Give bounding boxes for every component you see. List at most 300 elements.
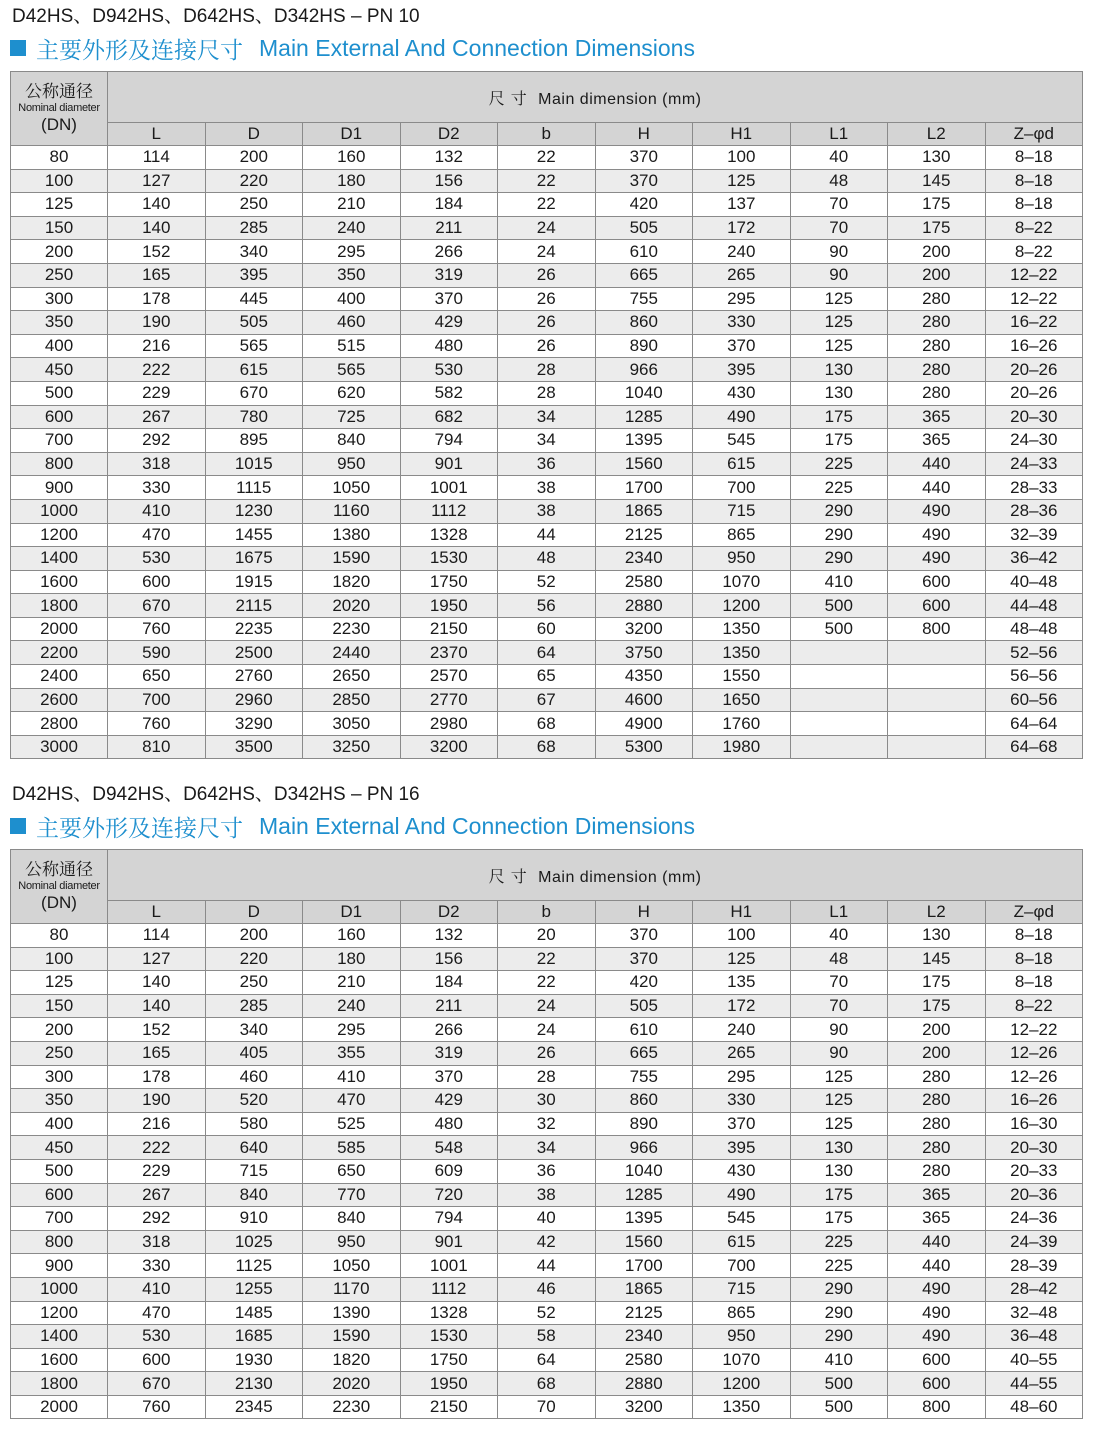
table-row bbox=[11, 287, 1083, 311]
table-cell: 700 bbox=[693, 1254, 791, 1278]
table-cell: 910 bbox=[205, 1207, 303, 1231]
table-cell: 440 bbox=[888, 1230, 986, 1254]
table-cell: 890 bbox=[595, 1112, 693, 1136]
table-cell: 2130 bbox=[205, 1372, 303, 1396]
table-cell: 8–18 bbox=[985, 947, 1083, 971]
table-cell: 48 bbox=[790, 947, 888, 971]
column-header: D2 bbox=[400, 901, 498, 924]
table-cell: 1750 bbox=[400, 1348, 498, 1372]
table-cell: 68 bbox=[498, 712, 596, 736]
table-cell: 1865 bbox=[595, 1277, 693, 1301]
table-row bbox=[11, 1183, 1083, 1207]
table-cell: 490 bbox=[888, 523, 986, 547]
dn-cell: 200 bbox=[11, 1018, 108, 1042]
table-cell: 152 bbox=[108, 1018, 206, 1042]
table-cell: 950 bbox=[693, 1325, 791, 1349]
table-cell: 1390 bbox=[303, 1301, 401, 1325]
table-cell: 125 bbox=[790, 311, 888, 335]
table-cell: 190 bbox=[108, 311, 206, 335]
heading-chinese: 主要外形及连接尺寸 bbox=[36, 815, 243, 842]
table-cell: 290 bbox=[790, 523, 888, 547]
table-cell: 1285 bbox=[595, 1183, 693, 1207]
table-cell: 12–22 bbox=[985, 263, 1083, 287]
dn-cell: 1600 bbox=[11, 570, 108, 594]
table-cell: 125 bbox=[790, 1112, 888, 1136]
table-cell: 12–22 bbox=[985, 287, 1083, 311]
table-row bbox=[11, 641, 1083, 665]
table-cell: 280 bbox=[888, 1159, 986, 1183]
table-row bbox=[11, 1159, 1083, 1183]
table-cell: 319 bbox=[400, 1041, 498, 1065]
table-row bbox=[11, 712, 1083, 736]
table-cell: 240 bbox=[303, 994, 401, 1018]
table-cell: 52 bbox=[498, 570, 596, 594]
table-cell: 52 bbox=[498, 1301, 596, 1325]
table-cell: 1380 bbox=[303, 523, 401, 547]
table-cell: 800 bbox=[888, 1395, 986, 1419]
table-cell: 125 bbox=[693, 169, 791, 193]
table-cell: 865 bbox=[693, 523, 791, 547]
table-cell: 2370 bbox=[400, 641, 498, 665]
table-cell: 26 bbox=[498, 1041, 596, 1065]
table-row bbox=[11, 1089, 1083, 1113]
table-cell: 400 bbox=[303, 287, 401, 311]
section-heading bbox=[10, 808, 1082, 844]
table-row bbox=[11, 1395, 1083, 1419]
table-cell: 24 bbox=[498, 240, 596, 264]
table-cell: 1001 bbox=[400, 1254, 498, 1278]
table-cell: 650 bbox=[108, 665, 206, 689]
table-row bbox=[11, 688, 1083, 712]
table-cell: 440 bbox=[888, 452, 986, 476]
dn-cell: 2800 bbox=[11, 712, 108, 736]
table-cell: 966 bbox=[595, 1136, 693, 1160]
table-cell: 178 bbox=[108, 287, 206, 311]
table-cell bbox=[888, 641, 986, 665]
column-header: D1 bbox=[303, 901, 401, 924]
dn-cell: 2400 bbox=[11, 665, 108, 689]
table-cell: 720 bbox=[400, 1183, 498, 1207]
table-cell: 650 bbox=[303, 1159, 401, 1183]
table-cell: 28 bbox=[498, 1065, 596, 1089]
table-cell: 760 bbox=[108, 1395, 206, 1419]
table-row bbox=[11, 1136, 1083, 1160]
table-cell: 2125 bbox=[595, 523, 693, 547]
table-cell: 2340 bbox=[595, 547, 693, 571]
table-cell: 68 bbox=[498, 735, 596, 759]
column-header: H1 bbox=[693, 123, 791, 146]
table-cell: 292 bbox=[108, 1207, 206, 1231]
table-cell: 24–33 bbox=[985, 452, 1083, 476]
table-cell: 370 bbox=[400, 1065, 498, 1089]
table-cell: 48–60 bbox=[985, 1395, 1083, 1419]
column-header: L2 bbox=[888, 123, 986, 146]
table-cell: 470 bbox=[303, 1089, 401, 1113]
table-cell: 1115 bbox=[205, 476, 303, 500]
table-cell: 160 bbox=[303, 924, 401, 948]
table-cell: 2020 bbox=[303, 1372, 401, 1396]
table-cell: 1112 bbox=[400, 499, 498, 523]
dn-cell: 250 bbox=[11, 263, 108, 287]
table-cell: 250 bbox=[205, 193, 303, 217]
table-cell: 4900 bbox=[595, 712, 693, 736]
table-cell: 127 bbox=[108, 947, 206, 971]
table-cell: 20–30 bbox=[985, 1136, 1083, 1160]
table-cell: 355 bbox=[303, 1041, 401, 1065]
table-cell: 130 bbox=[790, 1136, 888, 1160]
column-header: L1 bbox=[790, 123, 888, 146]
table-cell: 34 bbox=[498, 405, 596, 429]
dn-cell: 800 bbox=[11, 1230, 108, 1254]
table-row bbox=[11, 216, 1083, 240]
table-cell: 1255 bbox=[205, 1277, 303, 1301]
table-cell: 220 bbox=[205, 169, 303, 193]
table-cell: 20–26 bbox=[985, 381, 1083, 405]
table-cell: 1170 bbox=[303, 1277, 401, 1301]
table-cell: 125 bbox=[693, 947, 791, 971]
table-cell: 175 bbox=[790, 429, 888, 453]
table-cell: 1750 bbox=[400, 570, 498, 594]
dn-cell: 125 bbox=[11, 971, 108, 995]
table-cell bbox=[790, 665, 888, 689]
table-cell: 40–48 bbox=[985, 570, 1083, 594]
heading-english: Main External And Connection Dimensions bbox=[259, 34, 695, 61]
dimension-table bbox=[10, 849, 1083, 1419]
table-cell: 682 bbox=[400, 405, 498, 429]
table-cell: 60–56 bbox=[985, 688, 1083, 712]
table-cell: 370 bbox=[595, 146, 693, 170]
dn-cell: 150 bbox=[11, 216, 108, 240]
dn-cell: 2000 bbox=[11, 1395, 108, 1419]
table-cell: 22 bbox=[498, 947, 596, 971]
table-cell bbox=[790, 712, 888, 736]
table-cell: 24 bbox=[498, 994, 596, 1018]
table-cell: 1915 bbox=[205, 570, 303, 594]
table-cell: 1328 bbox=[400, 523, 498, 547]
table-cell: 68 bbox=[498, 1372, 596, 1396]
table-cell: 330 bbox=[108, 1254, 206, 1278]
dn-cell: 2600 bbox=[11, 688, 108, 712]
table-cell: 135 bbox=[693, 971, 791, 995]
table-cell: 370 bbox=[693, 1112, 791, 1136]
table-cell: 365 bbox=[888, 1183, 986, 1207]
column-header: L2 bbox=[888, 901, 986, 924]
table-cell: 670 bbox=[108, 1372, 206, 1396]
table-cell: 490 bbox=[888, 547, 986, 571]
table-cell: 585 bbox=[303, 1136, 401, 1160]
table-cell: 370 bbox=[400, 287, 498, 311]
table-cell: 1040 bbox=[595, 381, 693, 405]
table-cell bbox=[790, 735, 888, 759]
table-cell: 132 bbox=[400, 146, 498, 170]
column-header: D1 bbox=[303, 123, 401, 146]
table-cell: 810 bbox=[108, 735, 206, 759]
table-cell: 46 bbox=[498, 1277, 596, 1301]
table-cell: 180 bbox=[303, 169, 401, 193]
table-cell: 410 bbox=[108, 1277, 206, 1301]
table-cell: 295 bbox=[693, 287, 791, 311]
table-cell: 26 bbox=[498, 334, 596, 358]
table-cell: 480 bbox=[400, 334, 498, 358]
table-cell: 365 bbox=[888, 405, 986, 429]
table-body bbox=[11, 924, 1083, 1419]
table-cell: 4600 bbox=[595, 688, 693, 712]
table-cell: 40 bbox=[790, 924, 888, 948]
table-cell: 1590 bbox=[303, 1325, 401, 1349]
dn-cell: 250 bbox=[11, 1041, 108, 1065]
table-cell: 172 bbox=[693, 216, 791, 240]
table-cell: 1015 bbox=[205, 452, 303, 476]
table-cell: 180 bbox=[303, 947, 401, 971]
table-cell: 24–36 bbox=[985, 1207, 1083, 1231]
column-header: Z–φd bbox=[985, 123, 1083, 146]
table-cell: 125 bbox=[790, 334, 888, 358]
table-row bbox=[11, 193, 1083, 217]
table-cell: 130 bbox=[790, 1159, 888, 1183]
table-cell: 420 bbox=[595, 971, 693, 995]
dn-cell: 450 bbox=[11, 1136, 108, 1160]
table-cell: 1820 bbox=[303, 1348, 401, 1372]
table-cell bbox=[888, 712, 986, 736]
table-cell: 1650 bbox=[693, 688, 791, 712]
table-cell: 32–39 bbox=[985, 523, 1083, 547]
table-cell: 580 bbox=[205, 1112, 303, 1136]
table-cell: 175 bbox=[888, 971, 986, 995]
table-cell: 280 bbox=[888, 287, 986, 311]
table-cell: 44 bbox=[498, 523, 596, 547]
table-row bbox=[11, 381, 1083, 405]
table-cell: 2960 bbox=[205, 688, 303, 712]
pn16-section bbox=[10, 782, 1082, 1419]
table-cell: 330 bbox=[693, 311, 791, 335]
table-cell: 1530 bbox=[400, 1325, 498, 1349]
table-cell: 515 bbox=[303, 334, 401, 358]
table-cell: 600 bbox=[888, 570, 986, 594]
table-cell: 175 bbox=[790, 405, 888, 429]
table-cell: 130 bbox=[790, 358, 888, 382]
table-cell: 36–42 bbox=[985, 547, 1083, 571]
table-cell: 56–56 bbox=[985, 665, 1083, 689]
table-cell: 200 bbox=[888, 240, 986, 264]
heading-english: Main External And Connection Dimensions bbox=[259, 812, 695, 839]
table-cell: 200 bbox=[888, 263, 986, 287]
table-cell: 780 bbox=[205, 405, 303, 429]
table-cell: 70 bbox=[790, 216, 888, 240]
table-cell: 615 bbox=[693, 452, 791, 476]
dn-cell: 700 bbox=[11, 1207, 108, 1231]
table-cell: 490 bbox=[888, 1325, 986, 1349]
table-row bbox=[11, 169, 1083, 193]
table-cell: 240 bbox=[303, 216, 401, 240]
table-cell: 132 bbox=[400, 924, 498, 948]
table-cell: 4350 bbox=[595, 665, 693, 689]
table-cell: 225 bbox=[790, 1254, 888, 1278]
table-cell: 1820 bbox=[303, 570, 401, 594]
table-cell: 860 bbox=[595, 1089, 693, 1113]
table-cell: 20 bbox=[498, 924, 596, 948]
table-cell: 490 bbox=[888, 1301, 986, 1325]
table-row bbox=[11, 1230, 1083, 1254]
table-cell: 3750 bbox=[595, 641, 693, 665]
table-cell bbox=[790, 688, 888, 712]
table-cell: 175 bbox=[888, 193, 986, 217]
table-cell: 225 bbox=[790, 452, 888, 476]
table-cell: 267 bbox=[108, 405, 206, 429]
table-cell: 760 bbox=[108, 712, 206, 736]
table-cell: 490 bbox=[693, 405, 791, 429]
table-cell: 140 bbox=[108, 971, 206, 995]
table-row bbox=[11, 452, 1083, 476]
table-cell: 70 bbox=[790, 193, 888, 217]
table-cell bbox=[888, 688, 986, 712]
table-cell: 319 bbox=[400, 263, 498, 287]
table-row bbox=[11, 1065, 1083, 1089]
table-cell: 2570 bbox=[400, 665, 498, 689]
table-cell: 794 bbox=[400, 429, 498, 453]
dn-cell: 350 bbox=[11, 1089, 108, 1113]
table-cell bbox=[888, 735, 986, 759]
table-cell: 615 bbox=[205, 358, 303, 382]
table-cell: 755 bbox=[595, 1065, 693, 1089]
table-cell: 125 bbox=[790, 287, 888, 311]
table-row bbox=[11, 523, 1083, 547]
table-cell: 3250 bbox=[303, 735, 401, 759]
table-cell: 40 bbox=[498, 1207, 596, 1231]
table-cell: 1350 bbox=[693, 1395, 791, 1419]
table-cell: 8–18 bbox=[985, 146, 1083, 170]
table-cell: 610 bbox=[595, 1018, 693, 1042]
table-cell: 1230 bbox=[205, 499, 303, 523]
table-row bbox=[11, 1041, 1083, 1065]
table-cell: 60 bbox=[498, 617, 596, 641]
column-header: D2 bbox=[400, 123, 498, 146]
table-cell: 610 bbox=[595, 240, 693, 264]
table-cell: 365 bbox=[888, 1207, 986, 1231]
table-cell: 222 bbox=[108, 1136, 206, 1160]
table-cell: 172 bbox=[693, 994, 791, 1018]
table-cell: 290 bbox=[790, 1325, 888, 1349]
table-row bbox=[11, 429, 1083, 453]
table-cell: 44 bbox=[498, 1254, 596, 1278]
table-row bbox=[11, 240, 1083, 264]
table-cell: 480 bbox=[400, 1112, 498, 1136]
table-cell: 3200 bbox=[595, 617, 693, 641]
table-cell: 1160 bbox=[303, 499, 401, 523]
table-cell: 12–22 bbox=[985, 1018, 1083, 1042]
table-cell: 565 bbox=[205, 334, 303, 358]
table-cell: 266 bbox=[400, 240, 498, 264]
table-cell: 216 bbox=[108, 1112, 206, 1136]
table-cell: 1200 bbox=[693, 1372, 791, 1396]
table-cell: 330 bbox=[108, 476, 206, 500]
table-cell: 1395 bbox=[595, 1207, 693, 1231]
table-cell: 1950 bbox=[400, 1372, 498, 1396]
table-cell: 2980 bbox=[400, 712, 498, 736]
table-cell: 755 bbox=[595, 287, 693, 311]
table-cell: 28 bbox=[498, 381, 596, 405]
table-cell: 530 bbox=[108, 547, 206, 571]
pn10-section bbox=[10, 4, 1082, 759]
table-cell: 265 bbox=[693, 263, 791, 287]
table-cell: 1350 bbox=[693, 641, 791, 665]
dn-cell: 1800 bbox=[11, 1372, 108, 1396]
table-cell: 210 bbox=[303, 193, 401, 217]
table-row bbox=[11, 971, 1083, 995]
table-cell: 225 bbox=[790, 476, 888, 500]
table-cell: 64–64 bbox=[985, 712, 1083, 736]
dn-cell: 125 bbox=[11, 193, 108, 217]
table-cell: 410 bbox=[790, 1348, 888, 1372]
column-header-row bbox=[11, 901, 1083, 924]
table-cell: 700 bbox=[693, 476, 791, 500]
table-cell: 48 bbox=[498, 547, 596, 571]
table-cell: 295 bbox=[303, 240, 401, 264]
table-cell: 229 bbox=[108, 381, 206, 405]
table-cell: 2340 bbox=[595, 1325, 693, 1349]
table-cell: 840 bbox=[303, 1207, 401, 1231]
column-header-row bbox=[11, 123, 1083, 146]
table-cell: 2230 bbox=[303, 1395, 401, 1419]
table-cell: 725 bbox=[303, 405, 401, 429]
table-cell: 950 bbox=[303, 1230, 401, 1254]
table-cell: 20–30 bbox=[985, 405, 1083, 429]
table-cell: 1050 bbox=[303, 1254, 401, 1278]
table-cell: 895 bbox=[205, 429, 303, 453]
section-heading bbox=[10, 30, 1082, 66]
table-cell: 90 bbox=[790, 263, 888, 287]
table-cell: 165 bbox=[108, 263, 206, 287]
table-cell: 184 bbox=[400, 971, 498, 995]
table-cell: 370 bbox=[595, 947, 693, 971]
table-cell: 1050 bbox=[303, 476, 401, 500]
table-cell: 125 bbox=[790, 1089, 888, 1113]
table-cell: 38 bbox=[498, 1183, 596, 1207]
table-cell: 26 bbox=[498, 287, 596, 311]
model-title: D42HS、D942HS、D642HS、D342HS – PN 10 bbox=[12, 6, 420, 27]
table-cell: 20–36 bbox=[985, 1183, 1083, 1207]
table-cell: 70 bbox=[790, 971, 888, 995]
dn-cell: 600 bbox=[11, 1183, 108, 1207]
table-cell: 490 bbox=[888, 1277, 986, 1301]
table-cell: 670 bbox=[108, 594, 206, 618]
dn-cell: 1800 bbox=[11, 594, 108, 618]
table-cell: 545 bbox=[693, 429, 791, 453]
table-cell: 200 bbox=[888, 1041, 986, 1065]
column-header: b bbox=[498, 901, 596, 924]
table-cell: 56 bbox=[498, 594, 596, 618]
table-cell: 211 bbox=[400, 994, 498, 1018]
table-cell: 395 bbox=[693, 358, 791, 382]
table-cell: 156 bbox=[400, 169, 498, 193]
table-cell: 370 bbox=[693, 334, 791, 358]
table-cell: 127 bbox=[108, 169, 206, 193]
dn-cell: 1600 bbox=[11, 1348, 108, 1372]
table-cell: 52–56 bbox=[985, 641, 1083, 665]
table-cell: 114 bbox=[108, 146, 206, 170]
table-cell: 530 bbox=[400, 358, 498, 382]
table-cell: 420 bbox=[595, 193, 693, 217]
table-cell: 24–39 bbox=[985, 1230, 1083, 1254]
table-cell: 90 bbox=[790, 1041, 888, 1065]
column-header: H bbox=[595, 901, 693, 924]
table-cell: 565 bbox=[303, 358, 401, 382]
table-cell: 267 bbox=[108, 1183, 206, 1207]
table-cell: 280 bbox=[888, 311, 986, 335]
table-cell: 280 bbox=[888, 1136, 986, 1160]
table-cell: 370 bbox=[595, 169, 693, 193]
table-cell: 295 bbox=[303, 1018, 401, 1042]
table-row bbox=[11, 1018, 1083, 1042]
